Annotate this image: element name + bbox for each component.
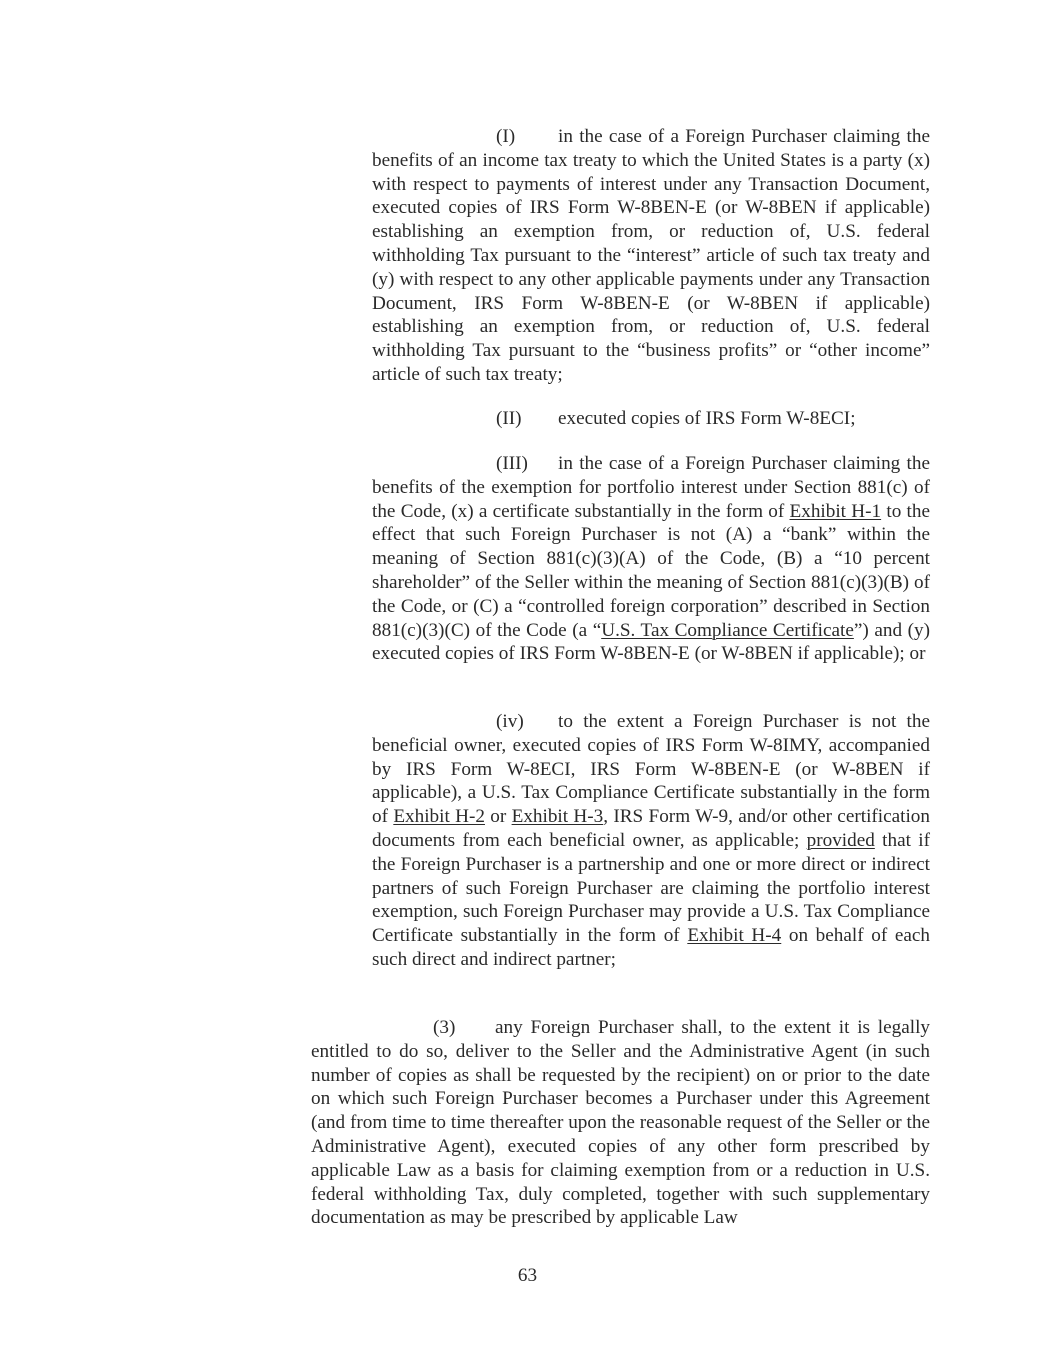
paragraph-text: in the case of a Foreign Purchaser claiming the benefits of an income tax treaty to which the United States is a party (x) with respect to payments of interest under any Transaction Document, executed copies of IRS Form W-8BEN-E (or W-8BEN if applicable) establishing an exemption from, or reduction of, U.S. federal withholding Tax pursuant to the “interest” article of such tax treaty and (y) with respect to any other applicable payments under any Transaction Document, IRS Form W-8BEN-E (or W-8BEN if applicable) establishing an exemption from, or reduction of, U.S. federal withholding Tax pursuant to the “business profits” or “other income” article of such tax treaty;: [372, 126, 930, 385]
paragraph-marker: (3): [433, 1017, 456, 1038]
paragraph-text: that if the Foreign Purchaser is a partnership and one or more direct or indirect partners of such Foreign Purchaser are claiming the portfolio interest exemption, such Foreign Purchaser may provide a U.S. Tax Compliance Certificate substantially in the form of: [372, 829, 930, 947]
paragraph-text: any Foreign Purchaser shall, to the extent it is legally entitled to do so, deliver to the Seller and the Administrative Agent (in such number of copies as shall be requested by the recipient) on or prior to the date on which such Foreign Purchaser becomes a Purchaser under this Agreement (and from time to time thereafter upon the reasonable request of the Seller or the Administrative Agent), executed copies of any other form prescribed by applicable Law as a basis for claiming exemption from or a reduction in U.S. federal withholding Tax, duly completed, together with such supplementary documentation as may be prescribed by applicable Law: [311, 1017, 930, 1229]
paragraph-I: [372, 125, 930, 387]
provided-term: provided: [806, 829, 875, 851]
paragraph-marker: (iv): [496, 711, 524, 732]
paragraph-marker: (III): [496, 453, 528, 474]
page-number: 63: [517, 1265, 538, 1286]
paragraph-text: or: [484, 806, 512, 828]
paragraph-marker: (I): [496, 126, 516, 147]
paragraph-marker: (II): [496, 408, 522, 429]
exhibit-h2-reference: Exhibit H-2: [393, 806, 485, 828]
paragraph-text: in the case of a Foreign Purchaser claiming the benefits of the exemption for portfolio interest under Section 881(c) of the Code, (x) a certificate substantially in the form of: [372, 453, 930, 522]
tax-compliance-certificate-term: U.S. Tax Compliance Certificate: [601, 619, 854, 641]
paragraph-text: ”) and (y) executed copies of IRS Form W-8BEN-E (or W-8BEN if applicable); or: [372, 619, 930, 665]
paragraph-text: to the extent a Foreign Purchaser is not the beneficial owner, executed copies of IRS Form W-8IMY, accompanied by IRS Form W-8ECI, IRS Form W-8BEN-E (or W-8BEN if applicable), a U.S. Tax Compliance Certificate substantially in the form of: [372, 711, 930, 828]
exhibit-h1-reference: Exhibit H-1: [789, 500, 882, 522]
paragraph-text: , IRS Form W-9, and/or other certification documents from each beneficial owner, as applicable;: [372, 806, 930, 851]
paragraph-text: on behalf of each such direct and indirect partner;: [372, 925, 930, 970]
exhibit-h4-reference: Exhibit H-4: [687, 925, 782, 947]
exhibit-h3-reference: Exhibit H-3: [511, 806, 604, 828]
paragraph-text: executed copies of IRS Form W-8ECI;: [558, 408, 856, 429]
paragraph-iv: [372, 710, 930, 972]
paragraph-III: [372, 452, 930, 666]
paragraph-text: to the effect that such Foreign Purchaser is not (A) a “bank” within the meaning of Section 881(c)(3)(A) of the Code, (B) a “10 percent shareholder” of the Seller within the meaning of Section 881(c)(3)(B) of the Code, or (C) a “controlled foreign corporation” described in Section 881(c)(3)(C) of the Code (a “: [372, 500, 930, 641]
paragraph-II: [372, 407, 930, 431]
paragraph-3: [311, 1016, 930, 1230]
